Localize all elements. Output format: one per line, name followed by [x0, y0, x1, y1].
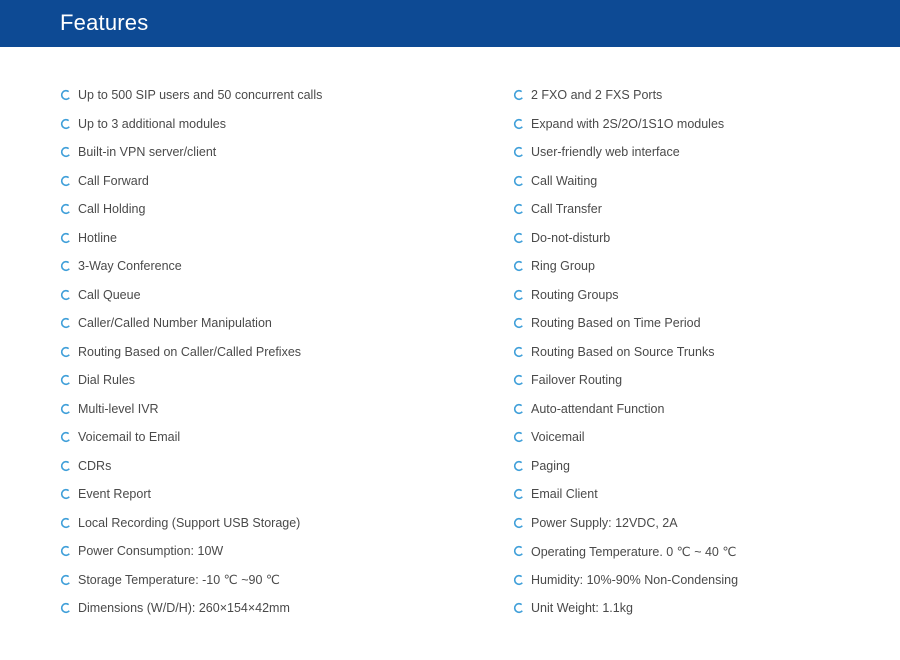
feature-item — [60, 509, 490, 538]
feature-item — [60, 480, 490, 509]
ring-bullet-icon — [60, 146, 72, 158]
feature-label: Built-in VPN server/client — [78, 145, 217, 160]
feature-label: Multi-level IVR — [78, 401, 159, 416]
feature-item — [513, 167, 893, 196]
features-header — [0, 0, 900, 47]
feature-label: Routing Based on Time Period — [531, 316, 701, 331]
ring-bullet-icon — [60, 374, 72, 386]
ring-bullet-icon — [60, 517, 72, 529]
feature-item — [513, 195, 893, 224]
ring-bullet-icon — [60, 460, 72, 472]
feature-label: Routing Groups — [531, 287, 619, 302]
feature-label: Failover Routing — [531, 373, 623, 388]
feature-item — [513, 138, 893, 167]
ring-bullet-icon — [513, 146, 525, 158]
ring-bullet-icon — [513, 545, 525, 557]
feature-label: 3-Way Conference — [78, 259, 182, 274]
feature-label: Power Consumption: 10W — [78, 544, 224, 559]
feature-label: Caller/Called Number Manipulation — [78, 316, 272, 331]
feature-label: Operating Temperature. 0 ℃ ~ 40 ℃ — [531, 544, 737, 559]
feature-label: 2 FXO and 2 FXS Ports — [531, 88, 663, 103]
feature-item — [513, 537, 893, 566]
feature-item — [60, 195, 490, 224]
feature-item — [60, 110, 490, 139]
ring-bullet-icon — [60, 545, 72, 557]
feature-label: User-friendly web interface — [531, 145, 680, 160]
page-title: Features — [60, 10, 149, 35]
feature-item — [513, 480, 893, 509]
feature-item — [60, 594, 490, 623]
feature-item — [60, 566, 490, 595]
ring-bullet-icon — [513, 602, 525, 614]
feature-item — [513, 252, 893, 281]
feature-item — [60, 224, 490, 253]
feature-label: Hotline — [78, 230, 117, 245]
ring-bullet-icon — [513, 403, 525, 415]
feature-item — [60, 281, 490, 310]
ring-bullet-icon — [60, 118, 72, 130]
feature-item — [513, 423, 893, 452]
feature-label: Expand with 2S/2O/1S1O modules — [531, 116, 725, 131]
ring-bullet-icon — [60, 203, 72, 215]
feature-item — [513, 281, 893, 310]
ring-bullet-icon — [513, 317, 525, 329]
feature-item — [60, 309, 490, 338]
feature-label: Voicemail to Email — [78, 430, 181, 445]
feature-label: Auto-attendant Function — [531, 401, 665, 416]
feature-list-right — [513, 81, 893, 623]
feature-item — [60, 452, 490, 481]
ring-bullet-icon — [60, 431, 72, 443]
feature-item — [513, 395, 893, 424]
feature-label: Call Waiting — [531, 173, 598, 188]
feature-label: Call Forward — [78, 173, 149, 188]
feature-label: Voicemail — [531, 430, 585, 445]
ring-bullet-icon — [513, 175, 525, 187]
feature-item — [513, 509, 893, 538]
ring-bullet-icon — [60, 260, 72, 272]
ring-bullet-icon — [513, 346, 525, 358]
ring-bullet-icon — [513, 517, 525, 529]
feature-label: Call Queue — [78, 287, 141, 302]
ring-bullet-icon — [60, 346, 72, 358]
feature-item — [513, 81, 893, 110]
feature-item — [60, 395, 490, 424]
feature-item — [60, 138, 490, 167]
feature-label: Dimensions (W/D/H): 260×154×42mm — [78, 601, 290, 616]
ring-bullet-icon — [60, 232, 72, 244]
feature-item — [60, 338, 490, 367]
feature-label: Email Client — [531, 487, 598, 502]
feature-item — [60, 423, 490, 452]
feature-label: Local Recording (Support USB Storage) — [78, 515, 301, 530]
ring-bullet-icon — [513, 118, 525, 130]
feature-item — [513, 594, 893, 623]
feature-item — [513, 338, 893, 367]
ring-bullet-icon — [513, 232, 525, 244]
ring-bullet-icon — [60, 175, 72, 187]
ring-bullet-icon — [60, 602, 72, 614]
feature-label: Paging — [531, 458, 570, 473]
feature-label: Call Holding — [78, 202, 146, 217]
ring-bullet-icon — [513, 488, 525, 500]
feature-label: Routing Based on Caller/Called Prefixes — [78, 344, 302, 359]
feature-label: Humidity: 10%-90% Non-Condensing — [531, 572, 739, 587]
feature-label: Up to 3 additional modules — [78, 116, 227, 131]
feature-item — [60, 366, 490, 395]
feature-item — [60, 537, 490, 566]
ring-bullet-icon — [513, 260, 525, 272]
feature-label: Ring Group — [531, 259, 595, 274]
feature-label: Routing Based on Source Trunks — [531, 344, 715, 359]
ring-bullet-icon — [60, 403, 72, 415]
feature-label: Call Transfer — [531, 202, 602, 217]
ring-bullet-icon — [60, 574, 72, 586]
feature-label: Unit Weight: 1.1kg — [531, 601, 633, 616]
feature-item — [513, 366, 893, 395]
feature-item — [60, 252, 490, 281]
ring-bullet-icon — [60, 317, 72, 329]
ring-bullet-icon — [513, 574, 525, 586]
ring-bullet-icon — [513, 89, 525, 101]
feature-item — [513, 224, 893, 253]
feature-label: Power Supply: 12VDC, 2A — [531, 515, 678, 530]
ring-bullet-icon — [513, 460, 525, 472]
ring-bullet-icon — [513, 431, 525, 443]
feature-item — [513, 452, 893, 481]
feature-item — [60, 167, 490, 196]
feature-label: Storage Temperature: -10 ℃ ~90 ℃ — [78, 573, 280, 588]
ring-bullet-icon — [60, 488, 72, 500]
ring-bullet-icon — [60, 89, 72, 101]
feature-label: Dial Rules — [78, 373, 135, 388]
feature-list-left — [60, 81, 490, 623]
feature-label: Up to 500 SIP users and 50 concurrent calls — [78, 88, 323, 103]
feature-item — [513, 309, 893, 338]
ring-bullet-icon — [513, 374, 525, 386]
feature-item — [60, 81, 490, 110]
feature-item — [513, 566, 893, 595]
ring-bullet-icon — [513, 289, 525, 301]
feature-label: Do-not-disturb — [531, 230, 611, 245]
feature-item — [513, 110, 893, 139]
feature-label: CDRs — [78, 458, 112, 473]
ring-bullet-icon — [513, 203, 525, 215]
feature-label: Event Report — [78, 487, 151, 502]
ring-bullet-icon — [60, 289, 72, 301]
